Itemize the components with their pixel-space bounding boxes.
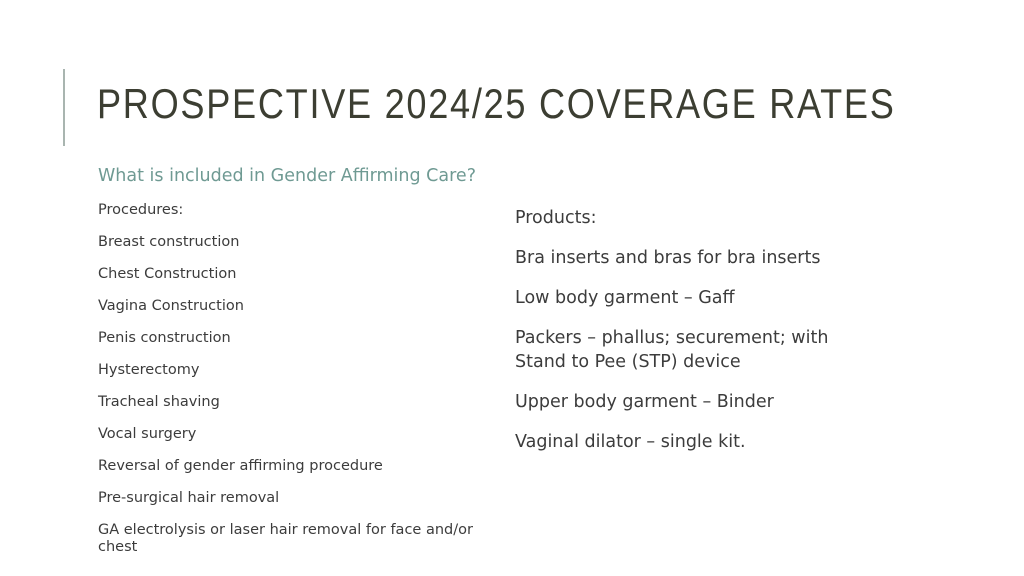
procedure-item: Reversal of gender affirming procedure — [98, 458, 383, 474]
title-accent-bar — [63, 69, 65, 146]
procedures-heading: Procedures: — [98, 202, 184, 218]
slide-title: PROSPECTIVE 2024/25 COVERAGE RATES — [97, 80, 896, 127]
product-item: Bra inserts and bras for bra inserts — [515, 248, 821, 268]
product-item: Upper body garment – Binder — [515, 392, 774, 412]
procedure-item: Chest Construction — [98, 266, 237, 282]
procedure-item: Penis construction — [98, 330, 231, 346]
procedure-item: Hysterectomy — [98, 362, 200, 378]
product-item: Packers – phallus; securement; with Stand to Pee (STP) device — [515, 328, 829, 372]
product-item: Vaginal dilator – single kit. — [515, 432, 746, 452]
products-heading: Products: — [515, 208, 597, 228]
product-item: Low body garment – Gaff — [515, 288, 735, 308]
procedure-item: Pre-surgical hair removal — [98, 490, 280, 506]
procedure-item: Vocal surgery — [98, 426, 197, 442]
procedure-item: Breast construction — [98, 234, 240, 250]
slide-subtitle: What is included in Gender Affirming Care? — [98, 166, 476, 186]
procedure-item: GA electrolysis or laser hair removal for face and/or chest — [98, 522, 473, 555]
procedure-item: Tracheal shaving — [98, 394, 220, 410]
products-column — [515, 206, 865, 470]
procedures-column — [98, 202, 488, 571]
procedure-item: Vagina Construction — [98, 298, 244, 314]
